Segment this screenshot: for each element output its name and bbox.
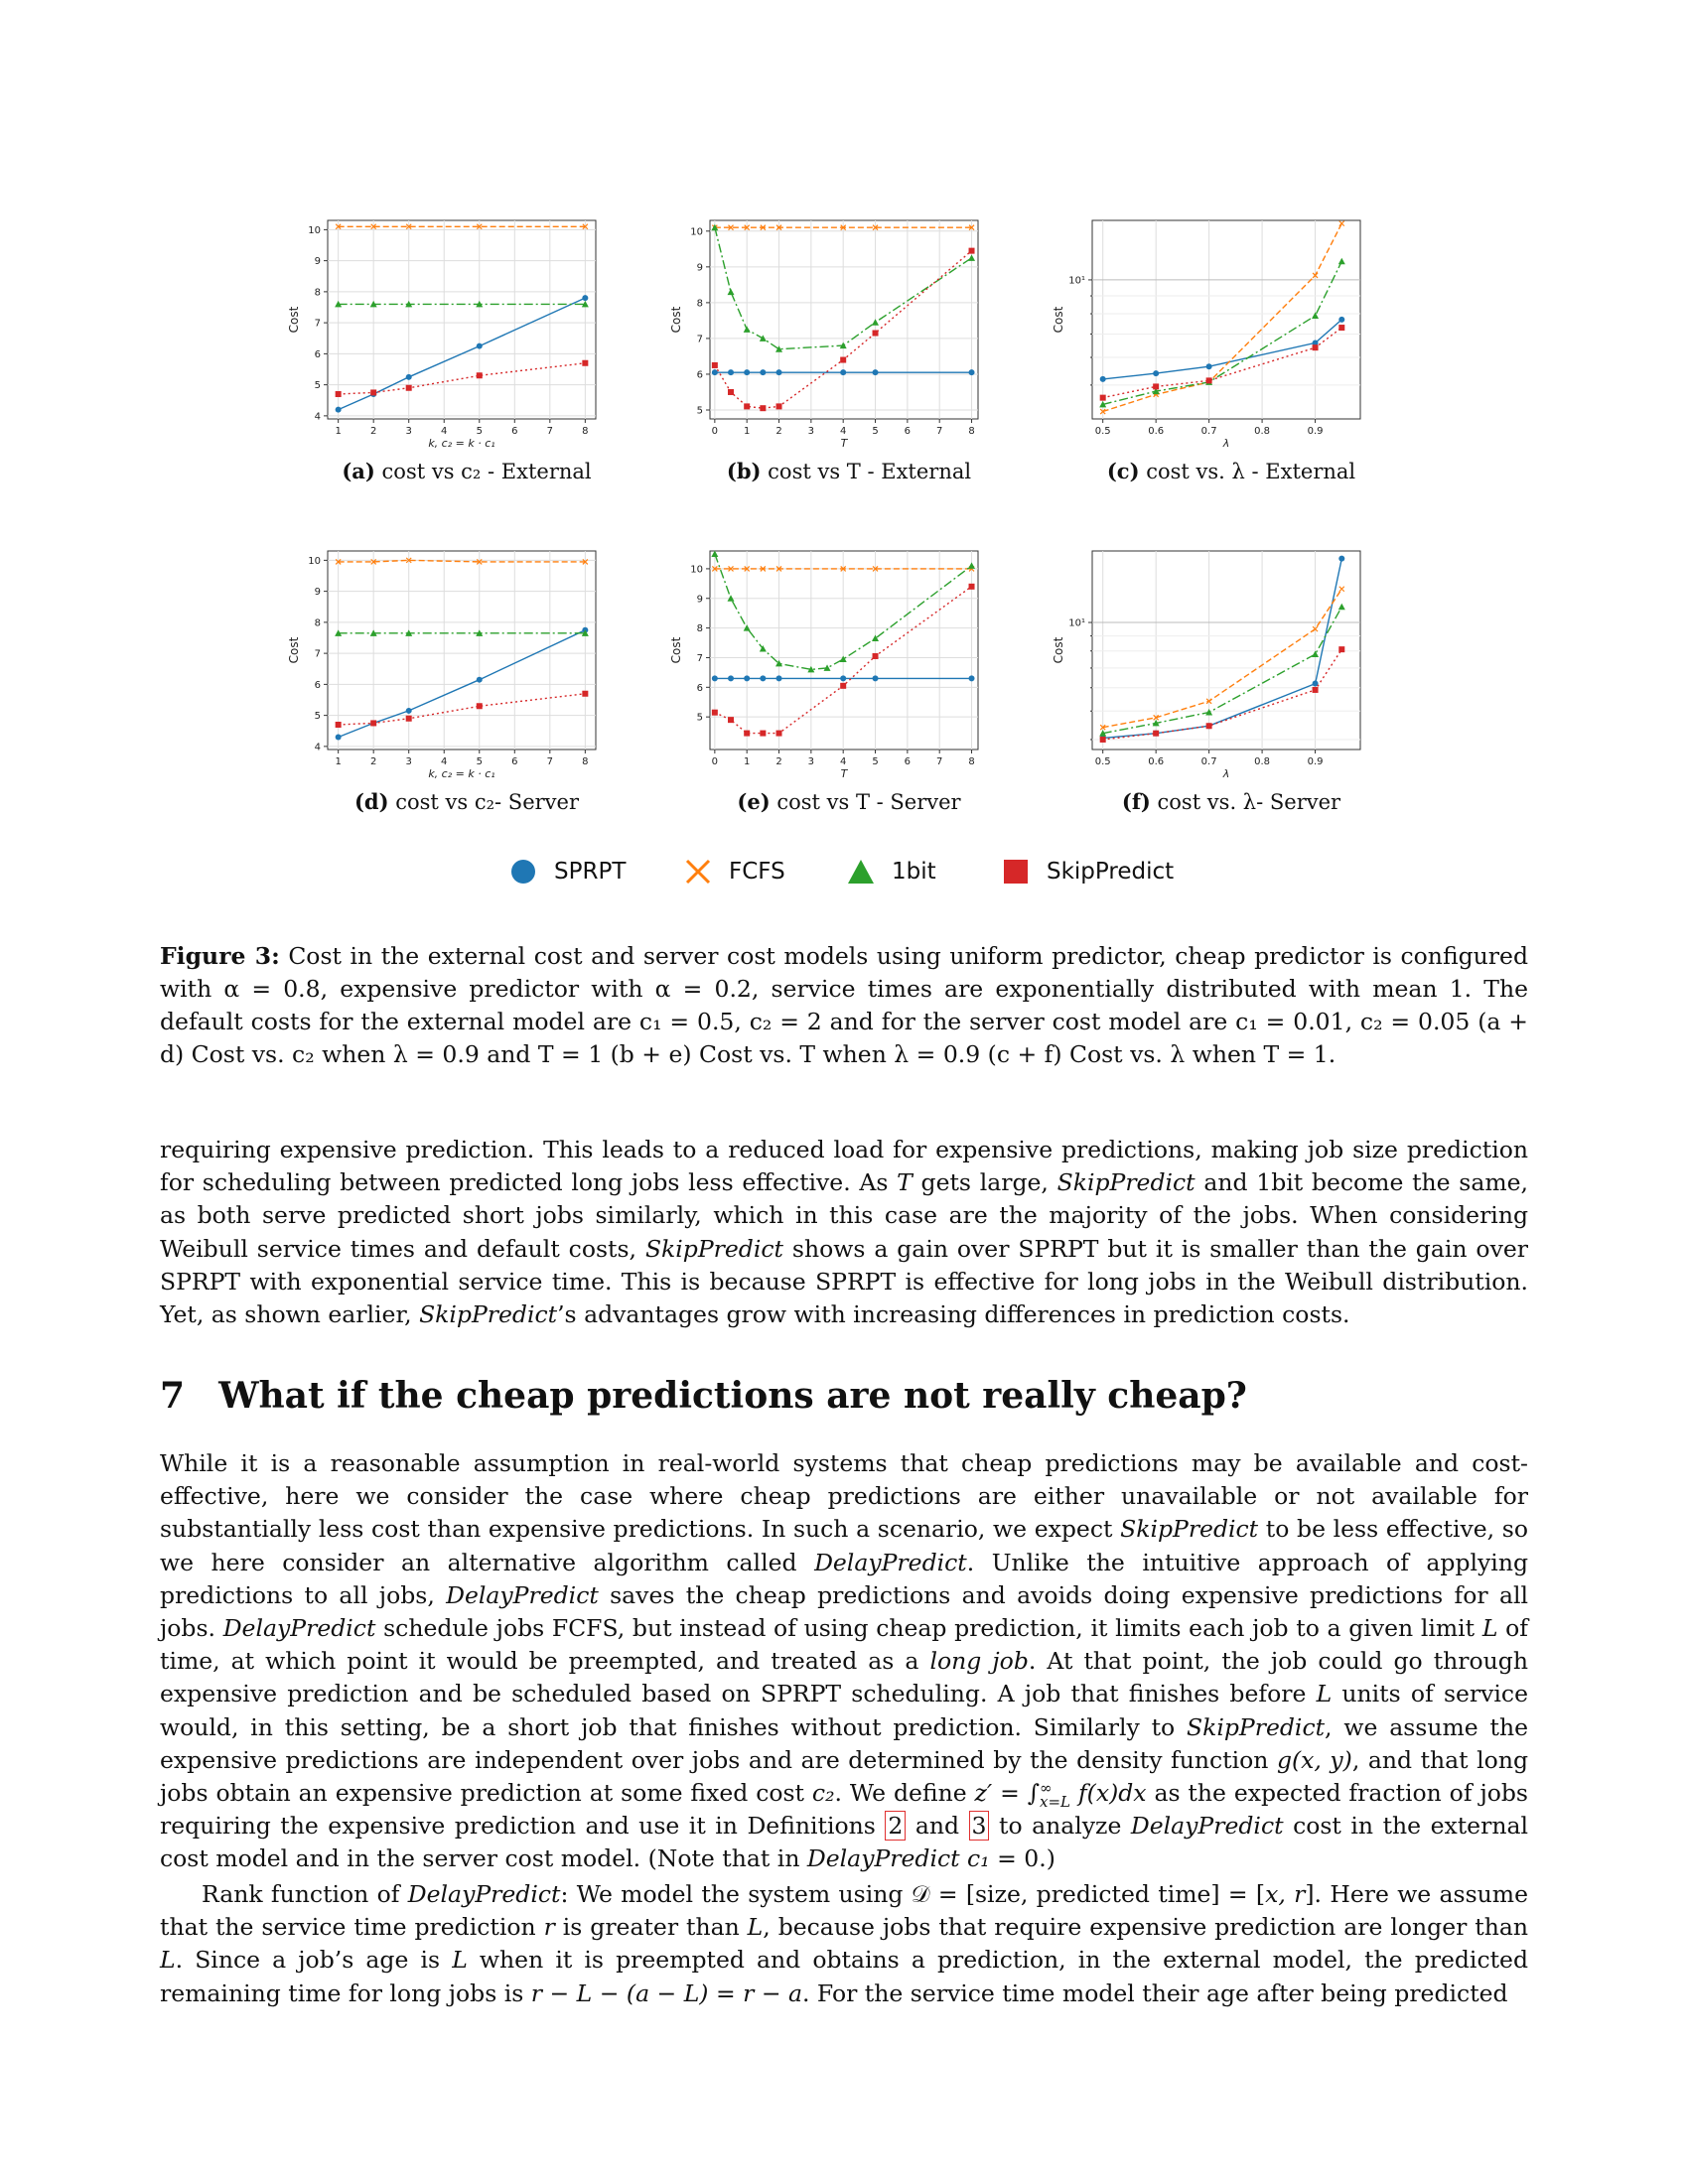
x-tick-label: 0.9 <box>1307 756 1324 767</box>
y-tick-label: 9 <box>314 587 321 599</box>
x-tick-label: 8 <box>968 756 975 767</box>
y-tick-label: 8 <box>696 298 703 310</box>
x-tick-label: 3 <box>405 756 412 767</box>
data-point-sprpt <box>582 295 588 301</box>
x-tick-label: 0.6 <box>1148 756 1165 767</box>
data-point-sprpt <box>1338 317 1344 323</box>
plot-area <box>710 220 978 419</box>
data-point-skippredict <box>744 731 750 737</box>
chart-f <box>1043 541 1380 789</box>
data-point-skippredict <box>1313 687 1319 693</box>
subcaption-c: (c) cost vs. λ - External <box>1106 459 1356 483</box>
data-point-skippredict <box>776 403 782 409</box>
x-tick-label: 4 <box>840 426 847 437</box>
data-point-sprpt <box>840 675 846 681</box>
legend-label: SkipPredict <box>1047 859 1175 885</box>
x-marker-icon <box>683 857 713 887</box>
section-heading <box>160 1375 1247 1417</box>
y-tick-label: 4 <box>314 411 321 423</box>
data-point-skippredict <box>840 683 846 689</box>
y-tick-label: 5 <box>696 405 703 417</box>
y-tick-label: 6 <box>314 348 321 360</box>
data-point-sprpt <box>760 369 766 375</box>
y-tick-label: 10 <box>690 564 703 576</box>
data-point-sprpt <box>744 675 750 681</box>
subcaption-f: (f) cost vs. λ- Server <box>1121 789 1341 814</box>
data-point-sprpt <box>728 675 734 681</box>
paragraph-3: Rank function of DelayPredict: We model the system using 𝒟 = [size, predicted time] = [x, r]. Here we assume that the service time prediction r is greater than L, because jobs that require expensive prediction are longer than L. Since a job’s age is L when it is preempted and obtains a prediction, in the external model, the predicted remaining time for long jobs is r − L − (a − L) = r − a. For the service time model their age after being predicted <box>160 1880 1528 2007</box>
y-axis-label: Cost <box>669 636 683 664</box>
chart-b <box>660 210 998 459</box>
y-axis-label: Cost <box>287 306 301 334</box>
x-tick-label: 0.8 <box>1254 756 1271 767</box>
x-axis-label: λ <box>1222 437 1230 450</box>
data-point-sprpt <box>840 369 846 375</box>
x-tick-label: 2 <box>369 756 377 767</box>
data-point-skippredict <box>728 717 734 723</box>
x-tick-label: 3 <box>807 426 815 437</box>
data-point-sprpt <box>1206 363 1212 369</box>
data-point-skippredict <box>1153 731 1159 737</box>
x-tick-label: 0 <box>711 426 719 437</box>
subcaption-d: (d) cost vs c₂- Server <box>354 789 579 814</box>
plot-area <box>710 551 978 750</box>
x-tick-label: 5 <box>872 426 879 437</box>
y-tick-label: 5 <box>314 711 321 723</box>
x-tick-label: 1 <box>743 756 751 767</box>
data-point-sprpt <box>728 369 734 375</box>
x-tick-label: 2 <box>775 756 782 767</box>
x-axis-label: T <box>840 767 848 780</box>
y-tick-label: 9 <box>696 262 703 274</box>
plot-area <box>1092 220 1360 419</box>
x-tick-label: 7 <box>546 756 554 767</box>
chart-c <box>1043 210 1380 459</box>
y-tick-label: 9 <box>696 594 703 606</box>
data-point-sprpt <box>873 369 879 375</box>
legend-label: FCFS <box>729 859 785 885</box>
data-point-sprpt <box>873 675 879 681</box>
legend-item-1bit <box>846 852 936 891</box>
data-point-skippredict <box>712 362 718 368</box>
data-point-skippredict <box>477 703 483 709</box>
figure-caption-text: Cost in the external cost and server cost models using uniform predictor, cheap predictor is configured with α = 0.8, expensive predictor with α = 0.2, service times are exponentially distributed with mean 1. The default costs for the external model are c₁ = 0.5, c₂ = 2 and for the server cost model are c₁ = 0.01, c₂ = 0.05 (a + d) Cost vs. c₂ when λ = 0.9 and T = 1 (b + e) Cost vs. T when λ = 0.9 (c + f) Cost vs. λ when T = 1. <box>160 942 1528 1068</box>
figure-label: Figure 3: <box>160 942 280 970</box>
y-axis-label: Cost <box>1052 306 1065 334</box>
x-axis-label: T <box>840 437 848 450</box>
data-point-skippredict <box>728 389 734 395</box>
x-tick-label: 5 <box>872 756 879 767</box>
data-point-skippredict <box>1338 325 1344 331</box>
y-tick-label: 10 <box>308 555 321 567</box>
x-tick-label: 0 <box>711 756 719 767</box>
definition-ref-link[interactable]: 3 <box>969 1811 990 1841</box>
y-tick-label: 7 <box>314 318 321 330</box>
y-tick-label: 10¹ <box>1068 275 1085 287</box>
data-point-sprpt <box>712 675 718 681</box>
section-title: What if the cheap predictions are not really cheap? <box>218 1375 1247 1417</box>
data-point-sprpt <box>406 374 412 380</box>
y-tick-label: 8 <box>314 287 321 299</box>
x-tick-label: 0.9 <box>1307 426 1324 437</box>
x-tick-label: 0.5 <box>1094 426 1111 437</box>
data-point-skippredict <box>873 331 879 337</box>
y-tick-label: 5 <box>314 380 321 392</box>
y-tick-label: 7 <box>696 334 703 345</box>
y-tick-label: 4 <box>314 742 321 753</box>
data-point-sprpt <box>1153 370 1159 376</box>
figure-legend <box>496 852 1192 891</box>
data-point-skippredict <box>1100 737 1106 743</box>
legend-item-sprpt <box>508 852 626 891</box>
triangle-marker-icon <box>846 857 876 887</box>
x-tick-label: 2 <box>369 426 377 437</box>
data-point-skippredict <box>1153 383 1159 389</box>
data-point-sprpt <box>336 407 342 413</box>
y-axis-label: Cost <box>669 306 683 334</box>
x-tick-label: 8 <box>582 426 589 437</box>
x-tick-label: 1 <box>335 426 342 437</box>
figure-caption <box>160 940 1528 1071</box>
data-point-skippredict <box>406 716 412 722</box>
x-tick-label: 7 <box>936 426 943 437</box>
data-point-skippredict <box>406 385 412 391</box>
data-point-sprpt <box>1338 556 1344 562</box>
data-point-skippredict <box>477 372 483 378</box>
x-tick-label: 1 <box>743 426 751 437</box>
x-tick-label: 4 <box>441 426 448 437</box>
data-point-sprpt <box>1100 376 1106 382</box>
paragraph-2: While it is a reasonable assumption in real-world systems that cheap predictions may be available and cost-effective, here we consider the case where cheap predictions are either unavailable or not available for substantially less cost than expensive predictions. In such a scenario, we expect SkipPredict to be less effective, so we here consider an alternative algorithm called DelayPredict. Unlike the intuitive approach of applying predictions to all jobs, DelayPredict saves the cheap predictions and avoids doing expensive predictions for all jobs. DelayPredict schedule jobs FCFS, but instead of using cheap prediction, it limits each job to a given limit L of time, at which point it would be preempted, and treated as a long job. At that point, the job could go through expensive prediction and be scheduled based on SPRPT scheduling. A job that finishes before L units of service would, in this setting, be a short job that finishes without prediction. Similarly to SkipPredict, we assume the expensive predictions are independent over jobs and are determined by the density function g(x, y), and that long jobs obtain an expensive prediction at some fixed cost c₂. We define z′ = ∫ ∞ x=L f(x)dx as the expected fraction of jobs requiring the expensive prediction and use it in Definitions 2 and 3 to analyze DelayPredict cost in the external cost model and in the server cost model. (Note that in DelayPredict c₁ = 0.) <box>160 1449 1529 1873</box>
x-tick-label: 4 <box>441 756 448 767</box>
data-point-skippredict <box>840 357 846 363</box>
data-point-skippredict <box>969 584 975 590</box>
y-tick-label: 9 <box>314 256 321 268</box>
data-point-skippredict <box>776 731 782 737</box>
x-tick-label: 6 <box>904 756 912 767</box>
subcaption-a: (a) cost vs c₂ - External <box>342 459 592 483</box>
data-point-sprpt <box>744 369 750 375</box>
x-axis-label: k, c₂ = k · c₁ <box>428 767 495 780</box>
data-point-skippredict <box>1206 377 1212 383</box>
data-point-sprpt <box>477 343 483 349</box>
x-tick-label: 0.8 <box>1254 426 1271 437</box>
x-tick-label: 0.6 <box>1148 426 1165 437</box>
data-point-sprpt <box>776 369 782 375</box>
x-tick-label: 3 <box>807 756 815 767</box>
y-tick-label: 6 <box>314 679 321 691</box>
x-tick-label: 5 <box>476 426 483 437</box>
plot-area <box>328 551 596 750</box>
x-tick-label: 5 <box>476 756 483 767</box>
data-point-skippredict <box>1313 344 1319 350</box>
data-point-skippredict <box>1100 395 1106 401</box>
data-point-skippredict <box>370 720 376 726</box>
x-tick-label: 7 <box>936 756 943 767</box>
x-axis-label: λ <box>1222 767 1230 780</box>
x-axis-label: k, c₂ = k · c₁ <box>428 437 495 450</box>
x-tick-label: 6 <box>511 756 518 767</box>
section-number: 7 <box>160 1375 186 1417</box>
definition-ref-link[interactable]: 2 <box>885 1811 906 1841</box>
y-axis-label: Cost <box>287 636 301 664</box>
x-tick-label: 6 <box>511 426 518 437</box>
data-point-skippredict <box>712 710 718 716</box>
x-tick-label: 7 <box>546 426 554 437</box>
x-tick-label: 1 <box>335 756 342 767</box>
y-tick-label: 7 <box>314 648 321 660</box>
data-point-skippredict <box>969 248 975 254</box>
x-tick-label: 8 <box>968 426 975 437</box>
x-tick-label: 0.7 <box>1200 426 1217 437</box>
legend-item-fcfs <box>683 852 785 891</box>
x-tick-label: 2 <box>775 426 782 437</box>
paragraph-1: requiring expensive prediction. This leads to a reduced load for expensive predictions, making job size prediction for scheduling between predicted long jobs less effective. As T gets large, SkipPredict and 1bit become the same, as both serve predicted short jobs similarly, which in this case are the majority of the jobs. When considering Weibull service times and default costs, SkipPredict shows a gain over SPRPT but it is smaller than the gain over SPRPT with exponential service time. This is because SPRPT is effective for long jobs in the Weibull distribution. Yet, as shown earlier, SkipPredict’s advantages grow with increasing differences in prediction costs. <box>160 1136 1528 1329</box>
data-point-sprpt <box>712 369 718 375</box>
data-point-skippredict <box>1206 723 1212 729</box>
data-point-skippredict <box>760 405 766 411</box>
data-point-sprpt <box>969 369 975 375</box>
data-point-skippredict <box>582 360 588 366</box>
y-tick-label: 6 <box>696 682 703 694</box>
data-point-sprpt <box>760 675 766 681</box>
legend-label: 1bit <box>892 859 936 885</box>
x-tick-label: 8 <box>582 756 589 767</box>
data-point-skippredict <box>370 389 376 395</box>
y-tick-label: 10 <box>308 224 321 236</box>
y-tick-label: 8 <box>696 623 703 635</box>
y-tick-label: 7 <box>696 652 703 664</box>
y-tick-label: 10 <box>690 226 703 238</box>
data-point-sprpt <box>336 735 342 741</box>
data-point-sprpt <box>776 675 782 681</box>
y-tick-label: 6 <box>696 369 703 381</box>
subcaption-e: (e) cost vs T - Server <box>737 789 961 814</box>
y-tick-label: 8 <box>314 617 321 629</box>
x-tick-label: 3 <box>405 426 412 437</box>
x-tick-label: 4 <box>840 756 847 767</box>
data-point-skippredict <box>336 391 342 397</box>
data-point-sprpt <box>406 708 412 714</box>
data-point-skippredict <box>336 722 342 728</box>
y-tick-label: 5 <box>696 712 703 724</box>
x-tick-label: 6 <box>904 426 912 437</box>
square-marker-icon <box>1001 857 1031 887</box>
data-point-skippredict <box>873 653 879 659</box>
chart-e <box>660 541 998 789</box>
chart-d <box>278 541 616 789</box>
data-point-skippredict <box>582 691 588 697</box>
data-point-sprpt <box>969 675 975 681</box>
legend-label: SPRPT <box>554 859 627 885</box>
data-point-skippredict <box>760 731 766 737</box>
subcaption-b: (b) cost vs T - External <box>726 459 972 483</box>
circle-marker-icon <box>508 857 538 887</box>
data-point-sprpt <box>477 677 483 683</box>
chart-a <box>278 210 616 459</box>
plot-area <box>328 220 596 419</box>
x-tick-label: 0.5 <box>1094 756 1111 767</box>
data-point-skippredict <box>744 403 750 409</box>
x-tick-label: 0.7 <box>1200 756 1217 767</box>
y-tick-label: 10¹ <box>1068 617 1085 629</box>
legend-item-skippredict <box>1001 852 1174 891</box>
data-point-skippredict <box>1338 646 1344 652</box>
y-axis-label: Cost <box>1052 636 1065 664</box>
